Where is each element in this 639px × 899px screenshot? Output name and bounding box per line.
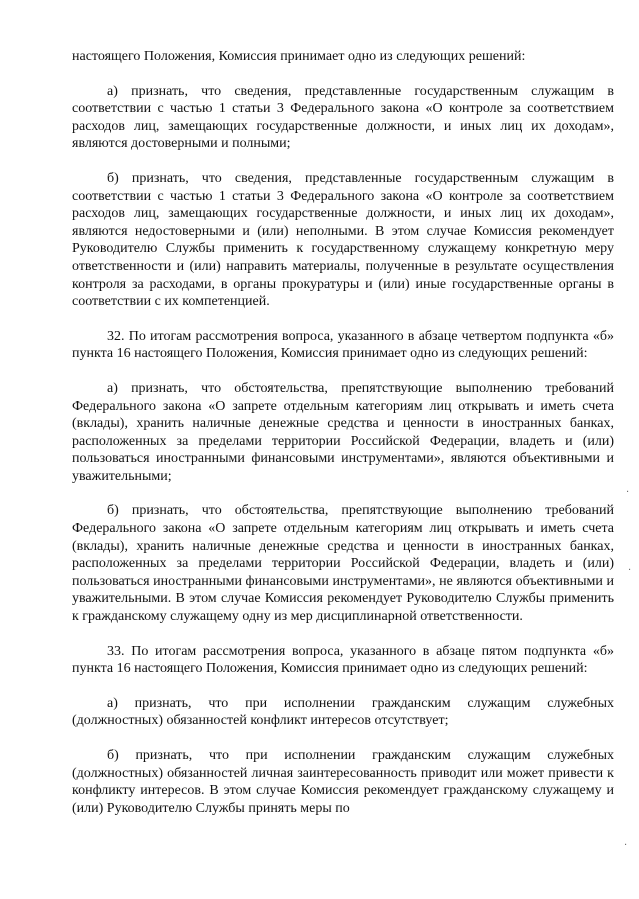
scan-speck: · (626, 487, 630, 498)
scan-speck: · (628, 565, 632, 576)
paragraph-31b: б) признать, что сведения, представленные государственным служащим в соответствии с частью 1 статьи 3 Федерального закона «О контроле за соответствием расходов лиц, замещающих государственные должности, и иных лиц их доходам», являются недостоверными и (или) неполными. В этом случае Комиссия рекомендует Руководителю Службы применить к государственному служащему конкретную меру ответственности и (или) направить материалы, полученные в результате осуществления контроля за расходами, в органы прокуратуры и (или) иные государственные органы в соответствии с их компетенцией. (72, 170, 614, 310)
paragraph-32a: а) признать, что обстоятельства, препятствующие выполнению требований Федерального закона «О запрете отдельным категориям лиц открывать и иметь счета (вклады), хранить наличные денежные средства и ценности в иностранных банках, расположенных за пределами территории Российской Федерации, владеть и (или) пользоваться иностранными финансовыми инструментами», являются объективными и уважительными; (72, 380, 614, 484)
paragraph-33b: б) признать, что при исполнении гражданским служащим служебных (должностных) обязанностей личная заинтересованность приводит или может привести к конфликту интересов. В этом случае Комиссия рекомендует гражданскому служащему и (или) Руководителю Службы принять меры по (72, 748, 614, 816)
paragraph-32: 32. По итогам рассмотрения вопроса, указанного в абзаце четвертом подпункта «б» пункта 16 настоящего Положения, Комиссия принимает одно из следующих решений: (72, 328, 614, 362)
paragraph-33a: а) признать, что при исполнении гражданским служащим служебных (должностных) обязанностей конфликт интересов отсутствует; (72, 695, 614, 729)
paragraph-33: 33. По итогам рассмотрения вопроса, указанного в абзаце пятом подпункта «б» пункта 16 настоящего Положения, Комиссия принимает одно из следующих решений: (72, 643, 614, 677)
paragraph-32b: б) признать, что обстоятельства, препятствующие выполнению требований Федерального закона «О запрете отдельным категориям лиц открывать и иметь счета (вклады), хранить наличные денежные средства и ценности в иностранных банках, расположенных за пределами территории Российской Федерации, владеть и (или) пользоваться иностранными финансовыми инструментами», не являются объективными и уважительными. В этом случае Комиссия рекомендует Руководителю Службы применить к гражданскому служащему одну из мер дисциплинарной ответственности. (72, 503, 614, 625)
scan-speck: · (624, 840, 628, 851)
paragraph-31a: а) признать, что сведения, представленные государственным служащим в соответствии с частью 1 статьи 3 Федерального закона «О контроле за соответствием расходов лиц, замещающих государственные должности, и иных лиц их доходам», являются достоверными и полными; (72, 83, 614, 152)
paragraph-continuation: настоящего Положения, Комиссия принимает одно из следующих решений: (72, 49, 526, 64)
document-body (72, 48, 614, 834)
